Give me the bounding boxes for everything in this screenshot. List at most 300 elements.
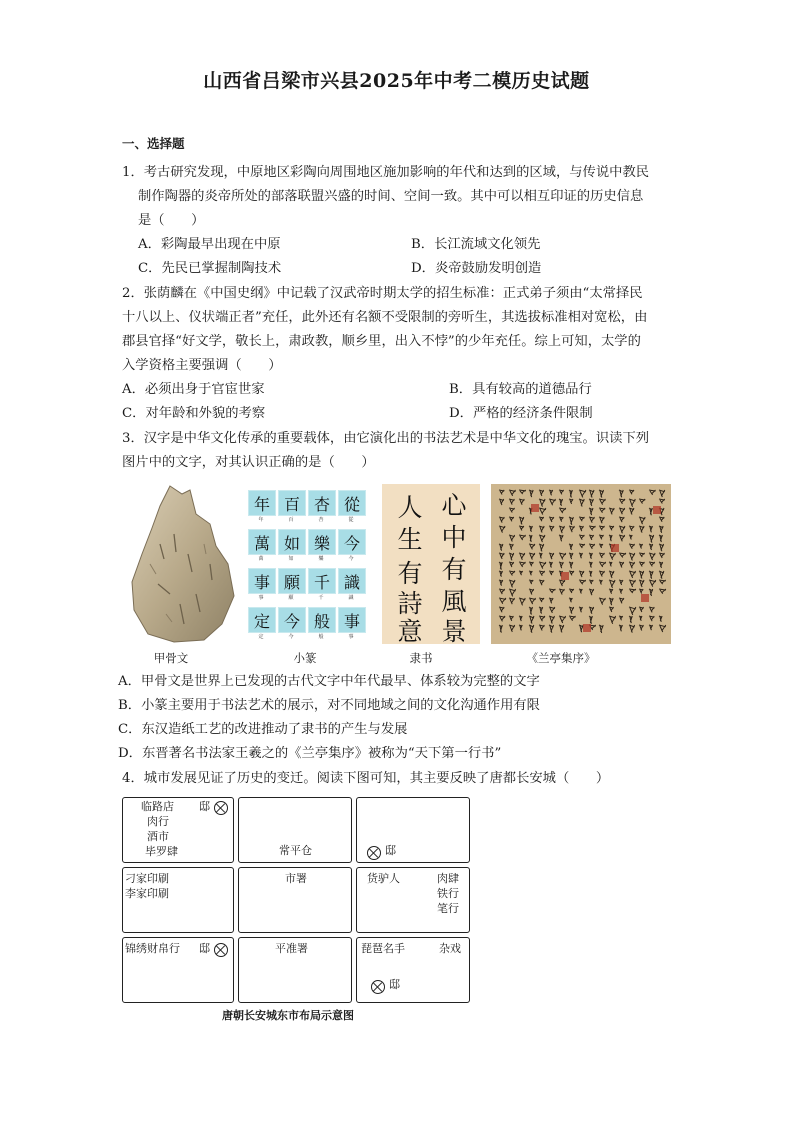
calligraphy-stroke [649,571,653,579]
calligraphy-stroke [629,499,635,507]
calligraphy-stroke [579,553,582,558]
seal-glyph-caption: 百 [288,517,294,523]
calligraphy-stroke [539,508,546,515]
map-marker-icon [214,943,228,957]
map-label-di-bl: 邸 [199,942,210,955]
calligraphy-stroke [649,562,655,566]
calligraphy-stroke [549,598,553,603]
calligraphy-stroke [499,616,505,621]
seal-glyph-cell: 定 [248,607,276,633]
calligraphy-stroke [659,517,664,522]
calligraphy-stroke [599,598,605,605]
calligraphy-stroke [589,535,594,540]
calligraphy-stroke [619,598,624,603]
calligraphy-stroke [599,517,604,523]
calligraphy-stroke [529,580,533,584]
map-marker-icon [367,846,381,860]
calligraphy-stroke [529,607,532,615]
calligraphy-stroke [539,562,546,569]
calligraphy-stroke [609,508,614,514]
map-block-bottom-right [356,937,470,1003]
seal-glyph-caption: 萬 [258,556,264,562]
map-label-rouhang: 肉行 [147,815,169,828]
calligraphy-stroke [589,589,594,595]
q2-option-c[interactable]: C．对年龄和外貌的考察 [122,406,266,421]
calligraphy-stroke [509,598,515,604]
calligraphy-stroke [579,535,584,540]
calligraphy-stroke [509,499,514,505]
map-label-pipa: 琵琶名手 [361,942,405,955]
page-title: 山西省吕梁市兴县2025年中考二模历史试题 [203,70,590,92]
calligraphy-stroke [639,616,642,621]
seal-glyph-caption: 事 [258,595,264,601]
q2-line-1: 2．张荫麟在《中国史纲》中记载了汉武帝时期太学的招生标准：正式弟子须由“太常择民 [122,286,643,301]
calligraphy-stroke [579,580,586,584]
calligraphy-stroke [519,499,524,505]
calligraphy-stroke [509,616,513,621]
seal-glyph-caption: 杏 [318,517,324,523]
calligraphy-stroke [509,490,516,496]
calligraphy-stroke [539,616,545,621]
seal-glyph-caption: 如 [288,556,294,562]
calligraphy-stroke [659,616,662,622]
calligraphy-stroke [599,553,604,558]
map-label-di-tr: 邸 [385,844,396,857]
calligraphy-stroke [519,625,522,630]
calligraphy-stroke [579,499,584,507]
calligraphy-stroke [569,499,573,504]
calligraphy-stroke [499,625,502,633]
calligraphy-stroke [549,490,553,495]
caption-lanting: 《兰亭集序》 [526,651,596,665]
seal-glyph-cell: 如 [278,529,306,555]
calligraphy-stroke [549,625,554,633]
map-block-top-left [122,797,234,863]
calligraphy-stroke [529,535,532,542]
q1-option-c[interactable]: C．先民已掌握制陶技术 [138,261,282,276]
calligraphy-stroke [499,607,504,612]
map-label-li-print: 李家印刷 [125,887,169,900]
calligraphy-stroke [579,544,585,548]
calligraphy-stroke [499,571,502,577]
section-heading: 一、选择题 [122,136,185,151]
calligraphy-stroke [529,562,533,566]
map-label-huolvren: 货驴人 [367,872,400,885]
calligraphy-stroke [609,526,614,530]
calligraphy-stroke [559,490,564,494]
east-market-map [122,797,470,1003]
map-label-bihang: 笔行 [437,902,459,915]
map-block-mid-middle [238,867,352,933]
q3-option-a[interactable]: A．甲骨文是世界上已发现的古代文字中年代最早、体系较为完整的文字 [118,674,540,689]
seal-glyph-cell: 樂 [308,529,336,555]
q2-option-b[interactable]: B．具有较高的道德品行 [449,382,592,397]
calligraphy-stroke [539,598,544,602]
clerical-glyph: 生 [397,525,423,554]
calligraphy-stroke [589,499,593,506]
seal-glyph-caption: 今 [288,634,294,640]
map-label-diao-print: 刁家印刷 [125,872,169,885]
calligraphy-stroke [599,526,605,530]
q1-line-3: 是（ ） [138,213,205,228]
calligraphy-stroke [599,535,604,539]
calligraphy-stroke [529,616,534,624]
collector-seal-stamp [611,544,619,552]
seal-glyph-cell: 般 [308,607,336,633]
calligraphy-stroke [569,553,573,559]
calligraphy-stroke [599,508,605,513]
calligraphy-stroke [499,517,504,523]
oracle-bone-image [130,484,236,644]
map-block-bottom-middle [238,937,352,1003]
seal-glyph-caption: 樂 [318,556,324,562]
calligraphy-stroke [589,580,593,584]
seal-glyph-cell: 事 [338,607,366,633]
calligraphy-stroke [639,553,645,557]
q3-option-d[interactable]: D．东晋著名书法家王羲之的《兰亭集序》被称为“天下第一行书” [118,746,502,761]
calligraphy-stroke [629,490,634,494]
map-label-jiushi: 酒市 [147,830,169,843]
calligraphy-stroke [589,562,592,568]
calligraphy-stroke [579,625,583,632]
calligraphy-stroke [629,544,635,549]
seal-glyph-cell: 杏 [308,490,336,516]
calligraphy-stroke [509,571,515,576]
map-block-top-middle [238,797,352,863]
calligraphy-stroke [649,490,655,495]
calligraphy-stroke [569,616,575,621]
calligraphy-stroke [519,553,525,560]
seal-glyph-cell: 萬 [248,529,276,555]
calligraphy-stroke [629,553,635,560]
calligraphy-stroke [539,499,545,507]
q2-line-3: 郡县官择“好文学，敬长上，肃政教，顺乡里，出入不悖”的少年充任。综上可知，太学的 [122,334,641,349]
calligraphy-stroke [539,490,544,496]
calligraphy-stroke [609,553,616,560]
calligraphy-stroke [579,490,586,497]
calligraphy-stroke [639,607,644,612]
calligraphy-stroke [549,589,555,593]
calligraphy-stroke [559,517,563,522]
calligraphy-stroke [499,499,504,505]
calligraphy-stroke [499,589,505,594]
calligraphy-stroke [499,544,503,551]
seal-glyph-cell: 年 [248,490,276,516]
calligraphy-stroke [619,517,624,522]
calligraphy-stroke [639,517,645,524]
q1-option-a[interactable]: A．彩陶最早出现在中原 [138,237,281,252]
calligraphy-stroke [599,490,604,498]
calligraphy-stroke [629,589,636,593]
calligraphy-stroke [619,589,623,594]
calligraphy-stroke [509,535,515,542]
calligraphy-stroke [619,499,625,504]
calligraphy-stroke [499,490,504,494]
clerical-glyph: 中 [441,523,467,552]
map-label-pingzhunshu: 平准署 [275,942,308,955]
calligraphy-stroke [559,526,564,533]
calligraphy-stroke [649,526,652,532]
calligraphy-stroke [539,580,544,585]
clerical-glyph: 意 [397,617,423,646]
calligraphy-stroke [649,508,652,515]
calligraphy-stroke [499,526,505,533]
seal-glyph-cell: 今 [278,607,306,633]
calligraphy-stroke [599,544,603,548]
calligraphy-stroke [509,580,515,587]
calligraphy-stroke [609,580,615,588]
calligraphy-stroke [539,517,544,521]
calligraphy-stroke [609,598,613,605]
calligraphy-stroke [549,571,554,575]
calligraphy-stroke [659,571,664,579]
clerical-glyph: 風 [441,587,467,616]
map-label-linludian: 临路店 [141,800,174,813]
calligraphy-stroke [519,535,526,540]
calligraphy-stroke [499,580,503,586]
calligraphy-stroke [599,499,605,505]
calligraphy-stroke [649,580,656,587]
calligraphy-stroke [619,508,625,514]
calligraphy-stroke [619,562,624,568]
calligraphy-stroke [569,607,574,614]
q1-option-d[interactable]: D．炎帝鼓励发明创造 [411,261,542,276]
q1-line-2: 制作陶器的炎帝所处的部落联盟兴盛的时间、空间一致。其中可以相互印证的历史信息 [138,189,644,204]
map-marker-icon [371,980,385,994]
calligraphy-stroke [569,571,574,575]
q2-option-a[interactable]: A．必须出身于官宦世家 [122,382,265,397]
seal-glyph-cell: 千 [308,568,336,594]
q2-line-4: 入学资格主要强调（ ） [122,358,282,373]
collector-seal-stamp [531,504,539,512]
calligraphy-stroke [549,607,555,613]
calligraphy-stroke [579,526,583,531]
collector-seal-stamp [641,594,649,602]
q3-option-b[interactable]: B．小篆主要用于书法艺术的展示，对不同地域之间的文化沟通作用有限 [118,698,540,713]
q2-option-d[interactable]: D．严格的经济条件限制 [449,406,593,421]
map-label-rousi: 肉肆 [437,872,459,885]
calligraphy-stroke [629,616,632,623]
map-label-biluosi: 毕罗肆 [145,845,178,858]
calligraphy-stroke [649,607,654,612]
calligraphy-stroke [629,580,635,587]
clerical-glyph: 心 [441,491,467,520]
calligraphy-stroke [549,526,554,531]
clerical-glyph: 人 [397,493,423,522]
calligraphy-stroke [519,490,526,494]
calligraphy-stroke [599,625,603,633]
seal-glyph-cell: 今 [338,529,366,555]
calligraphy-stroke [629,607,636,615]
calligraphy-stroke [569,562,573,568]
q2-line-2: 十八以上、仪状端正者”充任，此外还有名额不受限制的旁听生，其选拔标准相对宽松，由 [122,310,648,325]
calligraphy-stroke [639,571,644,579]
lanting-preface-image [491,484,671,644]
collector-seal-stamp [653,506,661,514]
lanting-calligraphy-strokes [491,484,671,644]
clerical-glyph: 有 [441,555,467,584]
calligraphy-stroke [509,544,513,550]
calligraphy-stroke [589,571,592,577]
seal-glyph-caption: 識 [348,595,354,601]
calligraphy-stroke [589,616,592,624]
q3-line-2: 图片中的文字，对其认识正确的是（ ） [122,455,375,470]
seal-glyph-caption: 事 [348,634,354,640]
calligraphy-stroke [589,490,594,498]
calligraphy-stroke [659,490,665,497]
q3-option-c[interactable]: C．东汉造纸工艺的改进推动了隶书的产生与发展 [118,722,408,737]
q3-line-1: 3．汉字是中华文化传承的重要载体，由它演化出的书法艺术是中华文化的瑰宝。识读下列 [122,431,650,446]
calligraphy-stroke [659,562,663,568]
map-label-tiehang: 铁行 [437,887,459,900]
seal-glyph-cell: 事 [248,568,276,594]
calligraphy-stroke [499,598,506,604]
calligraphy-stroke [639,580,644,587]
calligraphy-stroke [549,517,554,522]
calligraphy-stroke [549,562,552,568]
collector-seal-stamp [583,624,591,632]
calligraphy-stroke [529,625,534,633]
calligraphy-stroke [639,625,643,631]
calligraphy-stroke [609,616,616,624]
calligraphy-stroke [639,562,644,566]
small-seal-image [244,484,366,644]
calligraphy-stroke [559,499,563,506]
calligraphy-stroke [629,562,635,568]
calligraphy-stroke [619,625,622,631]
collector-seal-stamp [561,572,569,580]
calligraphy-stroke [559,562,563,568]
clerical-glyph: 有 [397,559,423,588]
map-label-di-tl: 邸 [199,800,210,813]
calligraphy-stroke [599,580,602,585]
calligraphy-stroke [509,517,514,521]
calligraphy-stroke [539,607,543,614]
map-caption: 唐朝长安城东市布局示意图 [222,1009,354,1022]
calligraphy-stroke [609,535,612,541]
map-label-zaxi: 杂戏 [439,942,461,955]
calligraphy-stroke [659,526,663,533]
map-block-top-right [356,797,470,863]
calligraphy-stroke [549,499,556,505]
map-block-mid-left [122,867,234,933]
calligraphy-stroke [529,571,532,575]
calligraphy-stroke [649,625,653,630]
calligraphy-stroke [609,571,614,578]
calligraphy-stroke [619,535,625,541]
calligraphy-stroke [569,589,574,593]
calligraphy-stroke [539,526,544,533]
calligraphy-stroke [549,553,554,559]
calligraphy-stroke [559,589,564,595]
calligraphy-stroke [569,544,573,550]
q1-option-b[interactable]: B．长江流域文化领先 [411,237,541,252]
calligraphy-stroke [649,616,654,621]
calligraphy-stroke [539,544,544,552]
calligraphy-stroke [529,553,535,560]
seal-glyph-cell: 百 [278,490,306,516]
calligraphy-stroke [529,589,534,595]
calligraphy-stroke [649,589,653,596]
map-block-mid-right [356,867,470,933]
calligraphy-stroke [519,562,525,567]
calligraphy-stroke [519,517,524,524]
calligraphy-stroke [499,553,504,559]
calligraphy-stroke [549,616,555,624]
map-label-shishu: 市署 [285,872,307,885]
calligraphy-stroke [589,544,595,549]
map-label-di-br: 邸 [389,978,400,991]
seal-glyph-caption: 般 [318,634,324,640]
calligraphy-stroke [509,553,514,560]
seal-glyph-caption: 今 [348,556,354,562]
calligraphy-stroke [559,580,565,586]
calligraphy-stroke [609,589,613,594]
calligraphy-stroke [589,553,592,559]
caption-clerical: 隶书 [409,651,433,665]
map-marker-icon [214,801,228,815]
calligraphy-stroke [529,544,535,549]
calligraphy-stroke [629,625,635,633]
calligraphy-stroke [539,553,542,558]
seal-glyph-caption: 千 [318,595,324,601]
calligraphy-stroke [639,589,643,593]
seal-glyph-cell: 從 [338,490,366,516]
calligraphy-stroke [559,625,564,632]
calligraphy-stroke [499,562,502,570]
calligraphy-stroke [609,607,614,612]
calligraphy-stroke [599,562,606,567]
calligraphy-stroke [619,616,623,620]
calligraphy-stroke [649,544,653,550]
calligraphy-stroke [649,553,655,560]
calligraphy-stroke [539,571,545,576]
calligraphy-stroke [509,562,514,567]
calligraphy-stroke [639,544,643,549]
calligraphy-stroke [519,598,525,605]
clerical-script-image [382,484,480,644]
calligraphy-stroke [629,535,632,539]
calligraphy-stroke [569,598,572,602]
seal-glyph-caption: 從 [348,517,354,523]
calligraphy-stroke [519,616,522,621]
calligraphy-stroke [639,499,645,504]
calligraphy-stroke [529,490,533,497]
calligraphy-stroke [519,526,524,531]
calligraphy-stroke [589,526,595,530]
q4-line: 4．城市发展见证了历史的变迁。阅读下图可知，其主要反映了唐都长安城（ ） [122,771,610,786]
calligraphy-stroke [579,517,584,521]
calligraphy-stroke [639,526,644,533]
calligraphy-stroke [569,517,573,525]
map-block-bottom-left [122,937,234,1003]
calligraphy-stroke [529,526,532,532]
calligraphy-stroke [619,580,623,585]
calligraphy-stroke [579,607,582,612]
calligraphy-stroke [619,490,623,497]
caption-small-seal: 小篆 [293,651,317,665]
clerical-glyph: 詩 [397,589,423,618]
calligraphy-stroke [659,589,666,594]
caption-oracle-bone: 甲骨文 [153,651,189,665]
seal-glyph-cell: 識 [338,568,366,594]
calligraphy-stroke [529,598,536,604]
calligraphy-stroke [509,508,515,513]
clerical-glyph: 景 [441,617,467,646]
map-label-changpingcang: 常平仓 [279,844,312,857]
calligraphy-stroke [649,535,654,543]
calligraphy-stroke [609,562,612,567]
